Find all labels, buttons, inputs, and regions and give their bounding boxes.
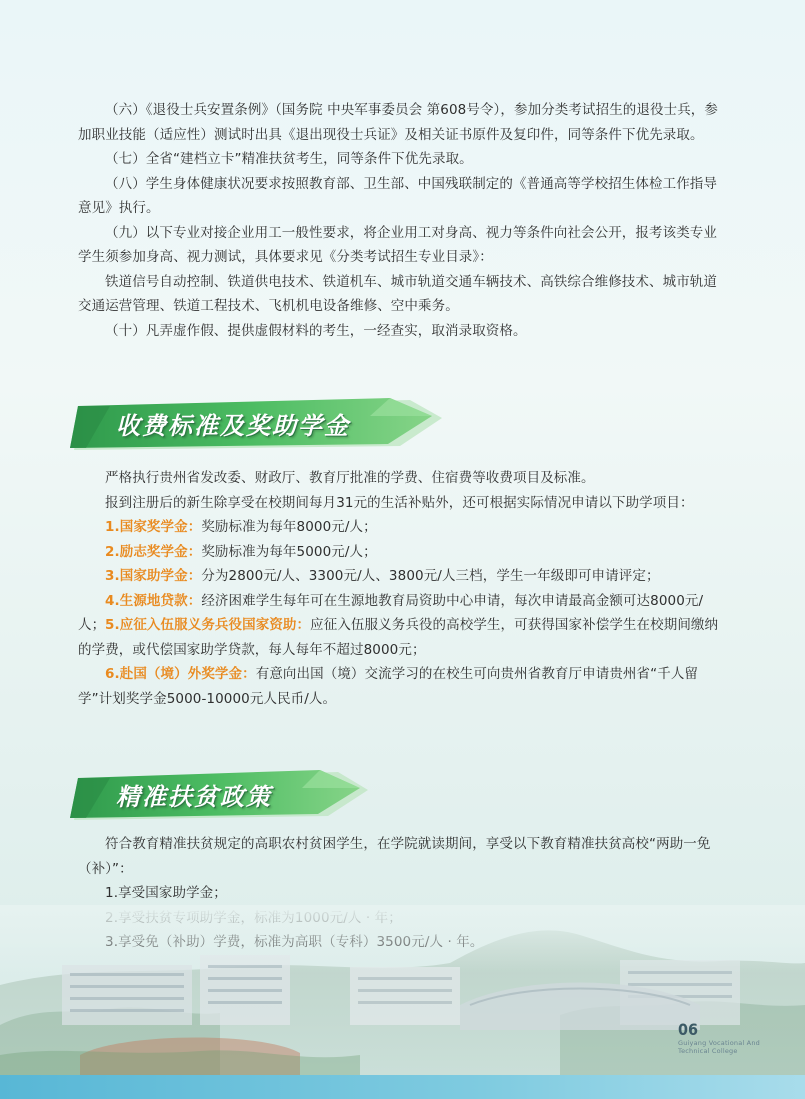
banner-title-fees: 收费标准及奖助学金 bbox=[116, 410, 350, 440]
college-name-line: Technical College bbox=[678, 1047, 738, 1055]
fee-item-text: 分为2800元/人、3300元/人、3800元/人三档，学生一年级即可申请评定； bbox=[201, 568, 660, 584]
fees-intro-2: 报到注册后的新生除享受在校期间每月31元的生活补贴外，还可根据实际情况申请以下助学项目： bbox=[105, 494, 694, 511]
banner-title-poverty: 精准扶贫政策 bbox=[116, 781, 272, 811]
para-majors-list: 铁道信号自动控制、铁道供电技术、铁道机车、城市轨道交通车辆技术、高铁综合维修技术、城市轨道交通运营管理、铁道工程技术、飞机机电设备维修、空中乘务。 bbox=[78, 273, 717, 314]
fee-item-text: 经济困难学生每年可在生源地教育局资助中心申请，每次申请最高金额可达8000元/人； bbox=[78, 592, 704, 633]
para-health: （八）学生身体健康状况要求按照教育部、卫生部、中国残联制定的《普通高等学校招生体检工作指导意见》执行。 bbox=[78, 175, 717, 216]
fee-item-text: 有意向出国（境）交流学习的在校生可向贵州省教育厅申请贵州省“千人留学”计划奖学金5000-10000元人民币/人。 bbox=[78, 666, 699, 707]
college-name-line: Guiyang Vocational And bbox=[678, 1039, 760, 1047]
para-veterans: （六）《退役士兵安置条例》（国务院 中央军事委员会 第608号令），参加分类考试招生的退役士兵，参加职业技能（适应性）测试时出具《退出现役士兵证》及相关证书原件及复印件，同等条件下优先录取。 bbox=[78, 102, 718, 143]
fee-item-label: 5.应征入伍服义务兵役国家资助： bbox=[105, 617, 311, 633]
fee-item-label: 1.国家奖学金： bbox=[105, 519, 202, 535]
section-banner-poverty bbox=[70, 764, 370, 824]
fee-item-6 bbox=[78, 662, 728, 711]
fees-intro-1: 严格执行贵州省发改委、财政厅、教育厅批准的学费、住宿费等收费项目及标准。 bbox=[105, 470, 595, 486]
fee-item-2 bbox=[78, 540, 728, 565]
fee-item-label: 3.国家助学金： bbox=[105, 568, 202, 584]
fee-item-text: 奖励标准为每年5000元/人； bbox=[201, 543, 377, 560]
fee-item-text: 奖励标准为每年8000元/人； bbox=[201, 519, 377, 535]
fee-item-label: 6.赴国（境）外奖学金： bbox=[105, 666, 256, 682]
para-height-vision: （九）以下专业对接企业用工一般性要求，将企业用工对身高、视力等条件向社会公开，报考该类专业学生须参加身高、视力测试，具体要求见《分类考试招生专业目录》： bbox=[78, 224, 717, 265]
college-name-en bbox=[678, 1039, 760, 1055]
fee-item-label: 2.励志奖学金： bbox=[105, 543, 202, 560]
fee-item-1 bbox=[78, 515, 728, 540]
page-number: 06 bbox=[678, 1020, 699, 1039]
para-poverty-files: （七）全省“建档立卡”精准扶贫考生，同等条件下优先录取。 bbox=[105, 151, 473, 167]
poverty-intro: 符合教育精准扶贫规定的高职农村贫困学生，在学院就读期间，享受以下教育精准扶贫高校“两助一免（补）”： bbox=[78, 836, 711, 877]
fee-item-3 bbox=[78, 564, 728, 589]
bottom-color-strip bbox=[0, 1075, 805, 1099]
poverty-item-1: 1.享受国家助学金； bbox=[105, 885, 227, 901]
fee-item-text: 应征入伍服义务兵役的高校学生，可获得国家补偿学生在校期间缴纳的学费，或代偿国家助学贷款，每人每年不超过8000元； bbox=[78, 617, 719, 658]
fee-item-5 bbox=[78, 613, 728, 662]
para-fraud: （十）凡弄虚作假、提供虚假材料的考生，一经查实，取消录取资格。 bbox=[105, 322, 527, 339]
fee-item-label: 4.生源地贷款： bbox=[105, 592, 202, 609]
section-banner-fees bbox=[70, 392, 445, 454]
